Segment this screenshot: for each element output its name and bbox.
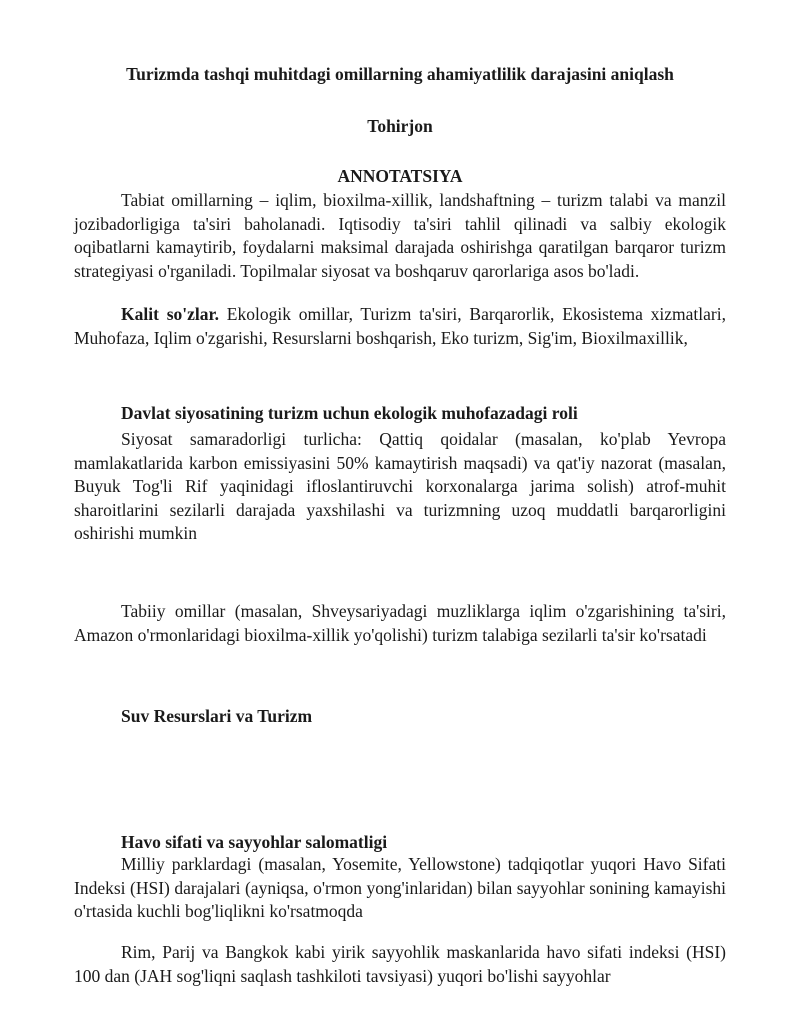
keywords-paragraph (74, 303, 726, 350)
section-heading-water: Suv Resurslari va Turizm (121, 706, 313, 726)
keywords-text: Ekologik omillar, Turizm ta'siri, Barqarorlik, Ekosistema xizmatlari, Muhofaza, Iqlim o'zgarishi, Resurslarni boshqarish, Eko turizm, Sig'im, Bioxilmaxillik, (74, 304, 726, 348)
cities-paragraph: Rim, Parij va Bangkok kabi yirik sayyohlik maskanlarida havo sifati indeksi (HSI) 100 dan (JAH sog'liqni saqlash tashkiloti tavsiyasi) yuqori bo'lishi sayyohlar (74, 942, 726, 986)
section-heading-policy: Davlat siyosatining turizm uchun ekologik muhofazadagi roli (121, 403, 578, 423)
annotation-paragraph: Tabiat omillarning – iqlim, bioxilma-xillik, landshaftning – turizm talabi va manzil jozibadorligiga ta'siri baholanadi. Iqtisodiy ta'siri tahlil qilinadi va salbiy ekologik oqibatlarni kamaytirib, foydalarni maksimal darajada oshirishga qaratilgan barqaror turizm strategiyasi o'rganiladi. Topilmalar siyosat va boshqaruv qarorlariga asos bo'ladi. (74, 190, 726, 281)
annotation-heading: ANNOTATSIYA (337, 166, 463, 186)
section-heading-air-quality: Havo sifati va sayyohlar salomatligi (121, 832, 388, 852)
keywords-label: Kalit so'zlar. (121, 304, 220, 324)
author-name: Tohirjon (367, 116, 433, 136)
policy-paragraph: Siyosat samaradorligi turlicha: Qattiq qoidalar (masalan, ko'plab Yevropa mamlakatlarida karbon emissiyasini 50% kamaytirish maqsadi) va qat'iy nazorat (masalan, Buyuk Tog'li Rif yaqinidagi ifloslantiruvchi korxonalarga jarima solish) atrof-muhit sharoitlarini sezilarli darajada yaxshilashi va turizmning uzoq muddatli barqarorligini oshirishi mumkin (74, 429, 726, 543)
air-quality-paragraph: Milliy parklardagi (masalan, Yosemite, Yellowstone) tadqiqotlar yuqori Havo Sifati Indeksi (HSI) darajalari (ayniqsa, o'rmon yong'inlaridan) bilan sayyohlar sonining kamayishi o'rtasida kuchli bog'liqlikni ko'rsatmoqda (74, 854, 726, 921)
natural-factors-paragraph: Tabiiy omillar (masalan, Shveysariyadagi muzliklarga iqlim o'zgarishining ta'siri, Amazon o'rmonlaridagi bioxilma-xillik yo'qolishi) turizm talabiga sezilarli ta'sir ko'rsatadi (74, 601, 726, 645)
document-title: Turizmda tashqi muhitdagi omillarning ahamiyatlilik darajasini aniqlash (126, 64, 674, 84)
